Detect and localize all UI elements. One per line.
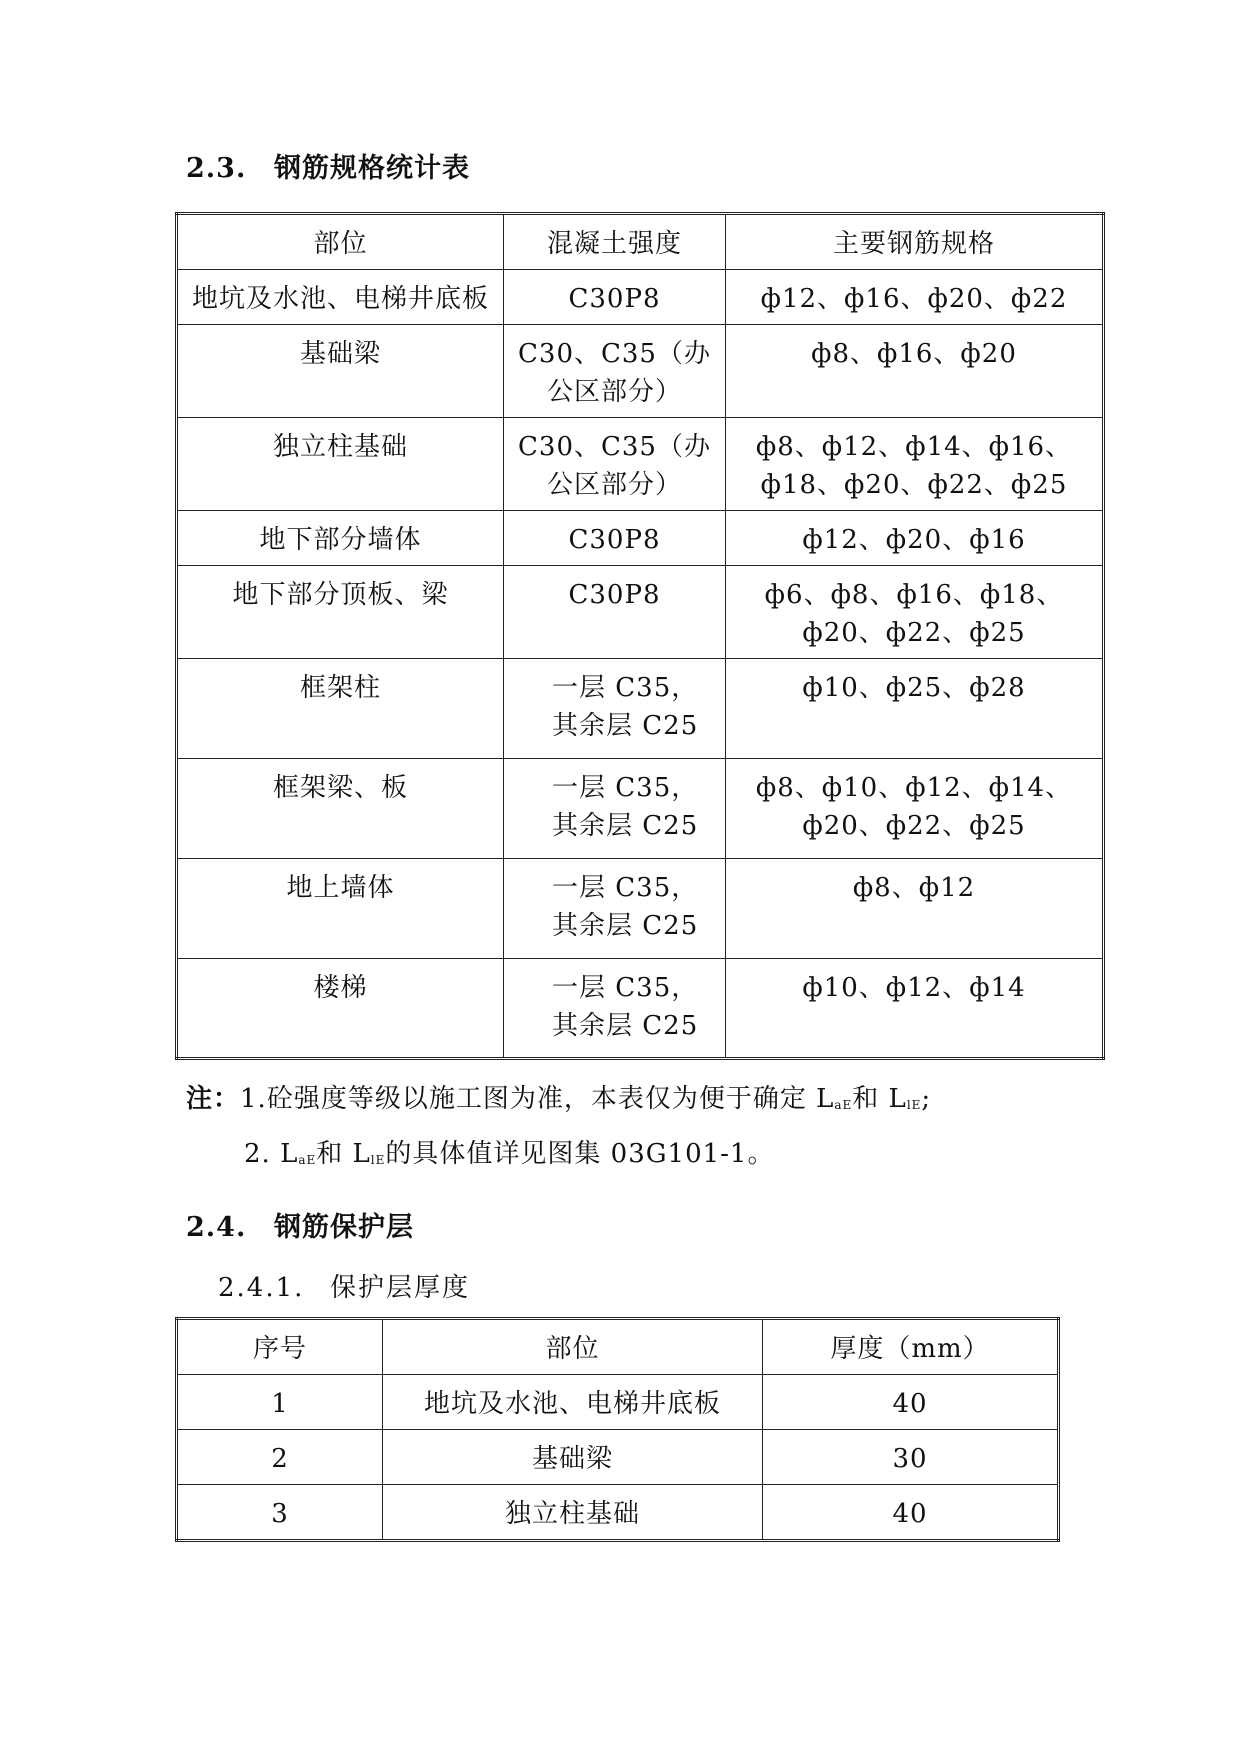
concrete-line: 一层 C35， bbox=[552, 873, 699, 903]
table-header-row bbox=[177, 214, 1104, 270]
cover-thickness-table bbox=[175, 1317, 1060, 1542]
table-row bbox=[177, 418, 1104, 511]
thickness-cell: 30 bbox=[763, 1430, 1059, 1485]
table-row bbox=[177, 270, 1104, 325]
header-cell: 主要钢筋规格 bbox=[726, 214, 1104, 270]
concrete-line: 其余层 C25 bbox=[552, 811, 699, 841]
note-label: 注： bbox=[186, 1084, 241, 1114]
part-cell: 地坑及水池、电梯井底板 bbox=[383, 1375, 763, 1430]
table-row bbox=[177, 759, 1104, 859]
part-cell: 地下部分墙体 bbox=[177, 511, 504, 566]
section-heading-2-3 bbox=[186, 146, 470, 185]
concrete-line: 一层 C35， bbox=[552, 773, 699, 803]
table-row bbox=[177, 511, 1104, 566]
concrete-line: 一层 C35， bbox=[552, 673, 699, 703]
part-cell: 独立柱基础 bbox=[383, 1485, 763, 1541]
concrete-cell: C30、C35（办公区部分） bbox=[504, 325, 726, 418]
part-cell: 基础梁 bbox=[177, 325, 504, 418]
note-text: ; bbox=[921, 1084, 932, 1114]
subsection-title: 保护层厚度 bbox=[330, 1273, 471, 1303]
part-cell: 地下部分顶板、梁 bbox=[177, 566, 504, 659]
section-number: 2.3. bbox=[186, 153, 247, 184]
no-cell: 3 bbox=[177, 1485, 383, 1541]
part-cell: 框架梁、板 bbox=[177, 759, 504, 859]
concrete-cell bbox=[504, 659, 726, 759]
concrete-cell: C30P8 bbox=[504, 270, 726, 325]
rebar-cell: ф10、ф12、ф14 bbox=[726, 959, 1104, 1059]
concrete-cell bbox=[504, 859, 726, 959]
table-row bbox=[177, 325, 1104, 418]
table-row bbox=[177, 859, 1104, 959]
note-text: 和 L bbox=[316, 1139, 371, 1169]
header-cell: 部位 bbox=[177, 214, 504, 270]
part-cell: 独立柱基础 bbox=[177, 418, 504, 511]
table-row bbox=[177, 1485, 1059, 1541]
concrete-line: 一层 C35， bbox=[552, 973, 699, 1003]
concrete-cell: C30P8 bbox=[504, 511, 726, 566]
table-row bbox=[177, 959, 1104, 1059]
concrete-cell bbox=[504, 959, 726, 1059]
part-cell: 基础梁 bbox=[383, 1430, 763, 1485]
concrete-cell: C30、C35（办公区部分） bbox=[504, 418, 726, 511]
rebar-cell: ф6、ф8、ф16、ф18、ф20、ф22、ф25 bbox=[726, 566, 1104, 659]
rebar-cell: ф12、ф20、ф16 bbox=[726, 511, 1104, 566]
section-title: 钢筋保护层 bbox=[274, 1212, 414, 1243]
rebar-cell: ф10、ф25、ф28 bbox=[726, 659, 1104, 759]
rebar-cell: ф8、ф12、ф14、ф16、ф18、ф20、ф22、ф25 bbox=[726, 418, 1104, 511]
section-number: 2.4. bbox=[186, 1212, 247, 1243]
rebar-cell: ф8、ф16、ф20 bbox=[726, 325, 1104, 418]
note-subscript: lE bbox=[906, 1098, 922, 1112]
note-subscript: aE bbox=[834, 1098, 853, 1112]
part-cell: 框架柱 bbox=[177, 659, 504, 759]
section-heading-2-4 bbox=[186, 1205, 414, 1244]
concrete-cell bbox=[504, 759, 726, 859]
note-subscript: lE bbox=[370, 1153, 386, 1167]
header-cell: 部位 bbox=[383, 1319, 763, 1375]
thickness-cell: 40 bbox=[763, 1375, 1059, 1430]
note-2 bbox=[244, 1133, 774, 1170]
note-text: 的具体值详见图集 03G101-1。 bbox=[385, 1139, 775, 1169]
header-cell: 混凝土强度 bbox=[504, 214, 726, 270]
note-1 bbox=[186, 1078, 931, 1115]
table-row bbox=[177, 1375, 1059, 1430]
subsection-number: 2.4.1. bbox=[218, 1273, 305, 1303]
section-title: 钢筋规格统计表 bbox=[274, 153, 470, 184]
concrete-line: 其余层 C25 bbox=[552, 1011, 699, 1041]
table-header-row bbox=[177, 1319, 1059, 1375]
note-text: 1.砼强度等级以施工图为准，本表仅为便于确定 L bbox=[240, 1084, 835, 1114]
thickness-cell: 40 bbox=[763, 1485, 1059, 1541]
note-subscript: aE bbox=[298, 1153, 317, 1167]
header-cell: 厚度（mm） bbox=[763, 1319, 1059, 1375]
subsection-heading-2-4-1 bbox=[218, 1267, 470, 1304]
header-cell: 序号 bbox=[177, 1319, 383, 1375]
part-cell: 楼梯 bbox=[177, 959, 504, 1059]
table-row bbox=[177, 1430, 1059, 1485]
no-cell: 2 bbox=[177, 1430, 383, 1485]
rebar-cell: ф12、ф16、ф20、ф22 bbox=[726, 270, 1104, 325]
concrete-line: 其余层 C25 bbox=[552, 911, 699, 941]
table-row bbox=[177, 566, 1104, 659]
rebar-cell: ф8、ф12 bbox=[726, 859, 1104, 959]
note-text: 2. L bbox=[244, 1139, 299, 1169]
part-cell: 地上墙体 bbox=[177, 859, 504, 959]
note-text: 和 L bbox=[852, 1084, 907, 1114]
concrete-line: 其余层 C25 bbox=[552, 711, 699, 741]
rebar-cell: ф8、ф10、ф12、ф14、ф20、ф22、ф25 bbox=[726, 759, 1104, 859]
table-row bbox=[177, 659, 1104, 759]
concrete-cell: C30P8 bbox=[504, 566, 726, 659]
part-cell: 地坑及水池、电梯井底板 bbox=[177, 270, 504, 325]
no-cell: 1 bbox=[177, 1375, 383, 1430]
rebar-spec-table bbox=[175, 212, 1105, 1060]
